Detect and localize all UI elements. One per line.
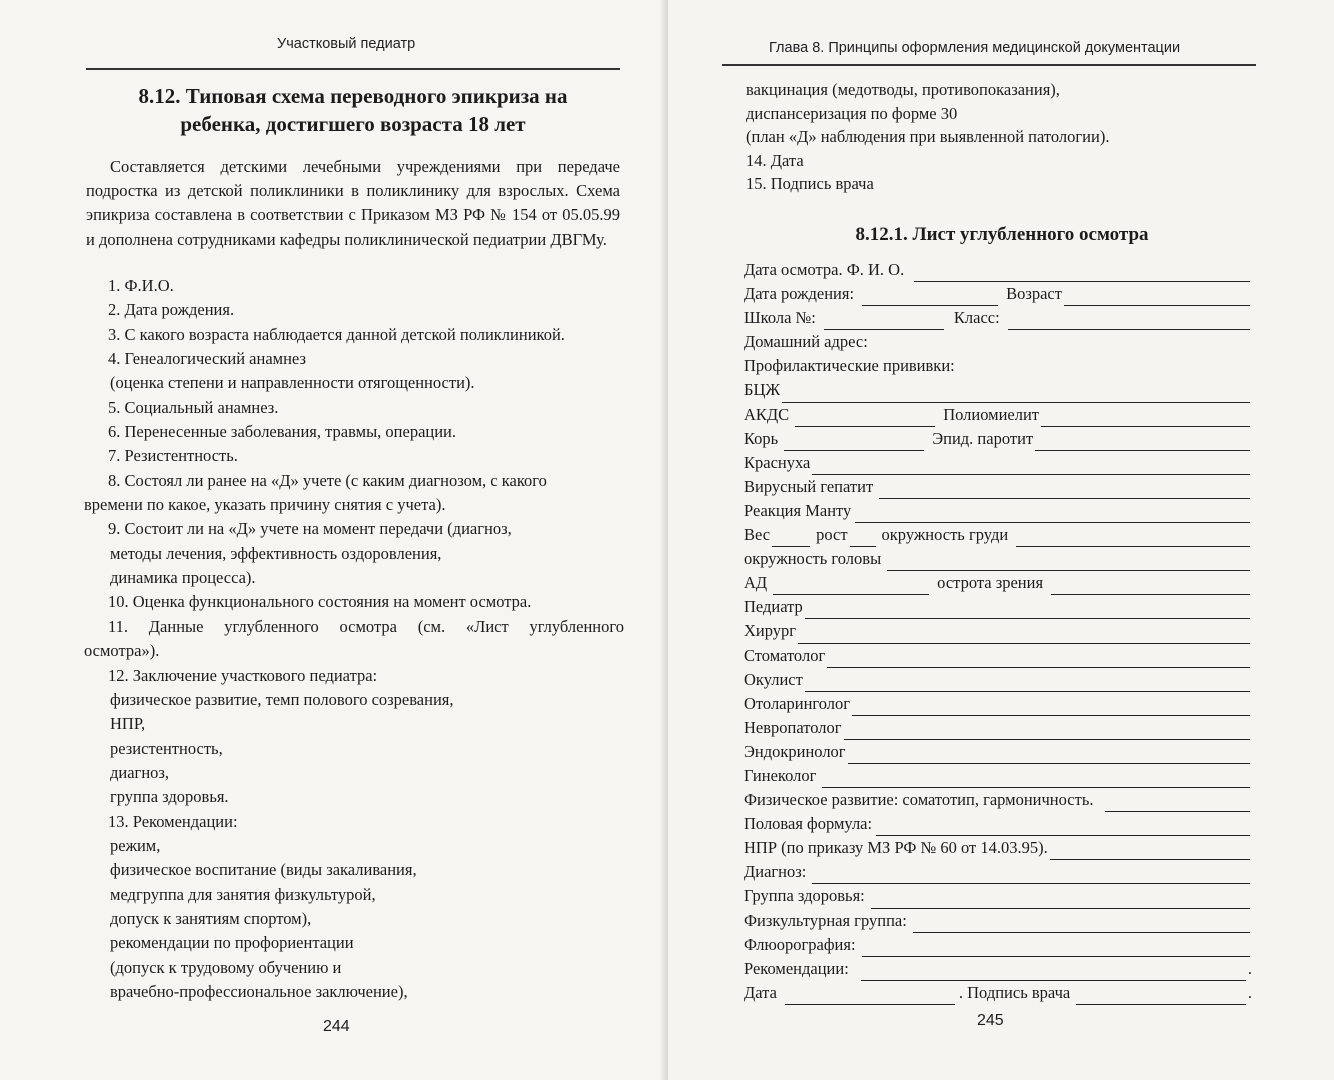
chest-blank[interactable] [1016, 529, 1250, 547]
height-blank[interactable] [850, 529, 876, 547]
vaccinations-label: Профилактические прививки: [744, 356, 955, 376]
pe-group-label: Физкультурная группа: [744, 910, 907, 930]
pediatrician-blank[interactable] [805, 601, 1250, 619]
form-row-anthropometry [744, 523, 1252, 547]
form-row-physical-dev [744, 788, 1252, 812]
header-rule-left [86, 68, 620, 70]
form-row-ent [744, 692, 1252, 716]
list-item: 15. Подпись врача [746, 174, 874, 193]
oculist-label: Окулист [744, 669, 803, 689]
form-row-mantoux [744, 499, 1252, 523]
list-item: 6. Перенесенные заболевания, травмы, операции. [108, 422, 457, 442]
date-blank[interactable] [785, 987, 955, 1005]
subsection-title: 8.12.1. Лист углубленного осмотра [855, 224, 1149, 245]
form-row-diagnosis [744, 860, 1252, 884]
dentist-blank[interactable] [827, 650, 1250, 668]
head-blank[interactable] [887, 553, 1250, 571]
form-row-gynecologist [744, 764, 1252, 788]
list-item: (план «Д» наблюдения при выявленной патологии). [746, 127, 1110, 146]
form-row-neurologist [744, 716, 1252, 740]
bcg-blank[interactable] [782, 385, 1250, 403]
age-label: Возраст [1006, 284, 1062, 304]
exam-date-label: Дата осмотра. Ф. И. О. [744, 260, 905, 279]
pe-group-blank[interactable] [913, 915, 1250, 933]
endocrinologist-blank[interactable] [848, 746, 1250, 764]
form-row-exam-date [744, 258, 1252, 282]
list-item: НПР, [110, 714, 146, 734]
epicrisis-items [84, 274, 624, 1004]
ent-label: Отоларинголог [744, 693, 851, 713]
form-row-pediatrician [744, 595, 1252, 619]
list-item: 1. Ф.И.О. [108, 276, 174, 295]
recommendations-label: Рекомендации: [744, 958, 849, 978]
header-rule-right [722, 64, 1256, 66]
form-row-oculist [744, 668, 1252, 692]
vision-label: острота зрения [937, 573, 1044, 593]
health-group-blank[interactable] [871, 891, 1250, 909]
rubella-label: Краснуха [744, 452, 811, 472]
bp-label: АД [744, 573, 768, 593]
npr-blank[interactable] [1050, 842, 1250, 860]
form-row-dentist [744, 644, 1252, 668]
height-label: рост [816, 525, 848, 545]
continued-list [746, 78, 1266, 196]
list-item: 4. Генеалогический анамнез [108, 349, 306, 369]
measles-label: Корь [744, 428, 779, 448]
list-item: осмотра»). [84, 641, 160, 661]
neurologist-blank[interactable] [844, 722, 1250, 740]
list-item: режим, [110, 835, 161, 855]
section-title-line-2: ребенка, достигшего возраста 18 лет [180, 112, 526, 136]
chest-label: окружность груди [881, 525, 1009, 545]
signature-blank[interactable] [1076, 987, 1246, 1005]
mantoux-label: Реакция Манту [744, 500, 852, 520]
signature-period: . [1247, 982, 1252, 1002]
bcg-label: БЦЖ [744, 380, 781, 400]
list-item: 3. С какого возраста наблюдается данной детской поликлиникой. [108, 324, 565, 344]
class-label: Класс: [953, 308, 1000, 328]
exam-form [744, 258, 1252, 1005]
form-row-rubella [744, 451, 1252, 475]
pediatrician-label: Педиатр [744, 597, 803, 617]
oculist-blank[interactable] [805, 674, 1250, 692]
form-row-birth [744, 282, 1252, 306]
address-label: Домашний адрес: [744, 332, 868, 352]
list-item: физическое воспитание (виды закаливания, [110, 860, 417, 880]
list-item: допуск к занятиям спортом), [110, 908, 312, 928]
list-item: 7. Резистентность. [108, 446, 238, 466]
running-head-right: Глава 8. Принципы оформления медицинской документации [769, 40, 1181, 56]
section-title-line-1: 8.12. Типовая схема переводного эпикриза на [138, 84, 568, 108]
form-row-vaccinations [744, 354, 1252, 378]
list-item: 14. Дата [746, 150, 804, 170]
health-group-label: Группа здоровья: [744, 886, 865, 906]
vision-blank[interactable] [1051, 577, 1250, 595]
list-item: 10. Оценка функционального состояния на момент осмотра. [108, 592, 532, 612]
list-item: 13. Рекомендации: [108, 811, 238, 831]
surgeon-label: Хирург [744, 621, 797, 641]
physical-dev-label: Физическое развитие: соматотип, гармоничность. [744, 790, 1094, 810]
form-row-dtp [744, 403, 1252, 427]
rubella-blank[interactable] [812, 457, 1250, 475]
page-number-left: 244 [323, 1018, 350, 1035]
section-title [86, 82, 620, 138]
form-row-health-group [744, 884, 1252, 908]
list-item: диагноз, [110, 762, 170, 782]
list-item: 9. Состоит ли на «Д» учете на момент передачи (диагноз, [108, 519, 512, 539]
birth-date-blank[interactable] [862, 288, 998, 306]
form-row-recommendations [744, 957, 1252, 981]
list-item: 11. Данные углубленного осмотра (см. «Лист углубленного [108, 616, 624, 636]
form-row-bcg [744, 378, 1252, 402]
form-row-head [744, 547, 1252, 571]
list-item: резистентность, [110, 738, 223, 758]
list-item: 12. Заключение участкового педиатра: [108, 665, 378, 685]
polio-label: Полиомиелит [943, 404, 1040, 424]
form-row-date-signature [744, 981, 1252, 1005]
gynecologist-label: Гинеколог [744, 765, 817, 785]
fluorography-blank[interactable] [862, 939, 1250, 957]
form-row-address [744, 330, 1252, 354]
exam-date-blank[interactable] [914, 264, 1250, 282]
endocrinologist-label: Эндокринолог [744, 741, 846, 761]
form-row-bp [744, 571, 1252, 595]
weight-label: Вес [744, 525, 771, 545]
list-item: 8. Состоял ли ранее на «Д» учете (с каким диагнозом, с какого [108, 470, 547, 490]
form-row-measles [744, 427, 1252, 451]
diagnosis-blank[interactable] [812, 866, 1250, 884]
recommendations-blank[interactable] [861, 963, 1246, 981]
date-label: Дата [744, 982, 777, 1002]
list-item: медгруппа для занятия физкультурой, [110, 884, 376, 904]
gynecologist-blank[interactable] [822, 770, 1250, 788]
ent-blank[interactable] [852, 698, 1250, 716]
sex-formula-blank[interactable] [876, 818, 1250, 836]
age-blank[interactable] [1064, 288, 1250, 306]
list-item: 5. Социальный анамнез. [108, 397, 279, 417]
polio-blank[interactable] [1041, 409, 1250, 427]
class-blank[interactable] [1008, 312, 1250, 330]
form-row-fluorography [744, 933, 1252, 957]
fluorography-label: Флюорография: [744, 934, 856, 954]
neurologist-label: Невропатолог [744, 717, 842, 737]
signature-label: . Подпись врача [958, 982, 1071, 1002]
sex-formula-label: Половая формула: [744, 814, 873, 834]
list-item: 2. Дата рождения. [108, 300, 235, 320]
form-row-endocrinologist [744, 740, 1252, 764]
npr-label: НПР (по приказу МЗ РФ № 60 от 14.03.95). [744, 838, 1048, 858]
mumps-blank[interactable] [1035, 433, 1250, 451]
left-page [0, 0, 666, 1080]
running-head-left: Участковый педиатр [277, 36, 416, 52]
diagnosis-label: Диагноз: [744, 862, 807, 882]
birth-date-label: Дата рождения: [744, 284, 855, 304]
mantoux-blank[interactable] [855, 505, 1250, 523]
list-item: физическое развитие, темп полового созревания, [110, 689, 454, 709]
head-label: окружность головы [744, 549, 882, 569]
hepatitis-blank[interactable] [879, 481, 1250, 499]
school-blank[interactable] [824, 312, 944, 330]
list-item: вакцинация (медотводы, противопоказания), [746, 80, 1060, 99]
list-item: группа здоровья. [110, 787, 229, 807]
dtp-blank[interactable] [795, 409, 935, 427]
physical-dev-blank[interactable] [1105, 794, 1250, 812]
form-row-school [744, 306, 1252, 330]
list-item: динамика процесса). [110, 568, 256, 588]
list-item: диспансеризация по форме 30 [746, 103, 958, 123]
hepatitis-label: Вирусный гепатит [744, 476, 874, 496]
weight-blank[interactable] [772, 529, 810, 547]
dtp-label: АКДС [744, 404, 790, 424]
list-item: методы лечения, эффективность оздоровления, [110, 543, 442, 563]
measles-blank[interactable] [784, 433, 924, 451]
mumps-label: Эпид. паротит [932, 428, 1034, 448]
list-item: (допуск к трудовому обучению и [110, 957, 342, 977]
form-row-npr [744, 836, 1252, 860]
list-item: (оценка степени и направленности отягощенности). [110, 373, 475, 393]
form-row-sex-formula [744, 812, 1252, 836]
list-item: рекомендации по профориентации [110, 933, 354, 953]
form-row-pe-group [744, 909, 1252, 933]
page-number-right: 245 [977, 1012, 1004, 1029]
bp-blank[interactable] [773, 577, 929, 595]
school-label: Школа №: [744, 308, 816, 328]
form-row-hepatitis [744, 475, 1252, 499]
list-item: врачебно-профессиональное заключение), [110, 981, 408, 1001]
right-page [668, 0, 1334, 1080]
dentist-label: Стоматолог [744, 645, 826, 665]
intro-paragraph: Составляется детскими лечебными учреждениями при передаче подростка из детской поликлиники в поликлинику для взрослых. Схема эпикриза составлена в соответствии с Приказом МЗ РФ № 154 от 05.05.99 и дополнена сотрудниками кафедры поликлинической педиатрии ДВГМу. [86, 157, 620, 249]
form-row-surgeon [744, 619, 1252, 643]
surgeon-blank[interactable] [798, 626, 1250, 644]
list-item: времени по какое, указать причину снятия с учета). [84, 495, 446, 515]
recommendations-period: . [1247, 958, 1252, 978]
